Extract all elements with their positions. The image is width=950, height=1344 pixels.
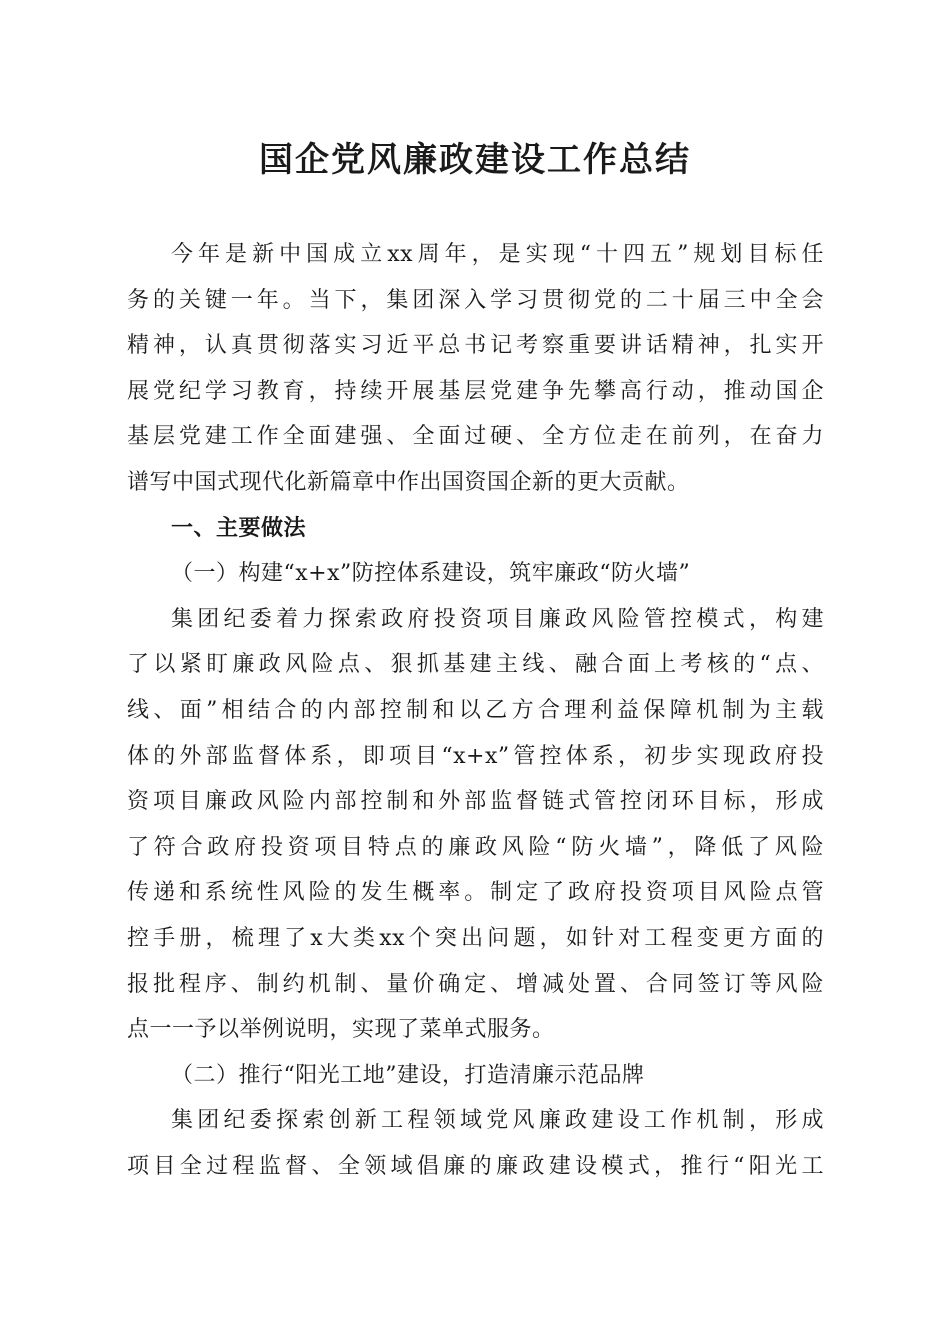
paragraph-line: 资项目廉政风险内部控制和外部监督链式管控闭环目标，形成 xyxy=(127,789,824,815)
paragraph-line: 了符合政府投资项目特点的廉政风险“防火墙”，降低了风险 xyxy=(127,834,824,860)
section-heading: 一、主要做法 xyxy=(171,514,307,541)
document-body xyxy=(127,232,824,1189)
paragraph-line: 谱写中国式现代化新篇章中作出国资国企新的更大贡献。 xyxy=(127,469,690,495)
paragraph-line: 项目全过程监督、全领域倡廉的廉政建设模式，推行“阳光工 xyxy=(127,1153,824,1179)
paragraph-line: 集团纪委探索创新工程领域党风廉政建设工作机制，形成 xyxy=(171,1108,824,1134)
document-title: 国企党风廉政建设工作总结 xyxy=(259,140,691,180)
paragraph-line: 线、面”相结合的内部控制和以乙方合理利益保障机制为主载 xyxy=(127,697,824,723)
paragraph-line: 展党纪学习教育，持续开展基层党建争先攀高行动，推动国企 xyxy=(127,378,824,404)
subsection-heading: （二）推行“阳光工地”建设，打造清廉示范品牌 xyxy=(171,1062,645,1088)
paragraph-line: 传递和系统性风险的发生概率。制定了政府投资项目风险点管 xyxy=(127,880,824,906)
paragraph-line: 点一一予以举例说明，实现了菜单式服务。 xyxy=(127,1017,555,1043)
paragraph-line: 务的关键一年。当下，集团深入学习贯彻党的二十届三中全会 xyxy=(127,287,824,313)
paragraph-line: 精神，认真贯彻落实习近平总书记考察重要讲话精神，扎实开 xyxy=(127,333,824,359)
paragraph-line: 报批程序、制约机制、量价确定、增减处置、合同签订等风险 xyxy=(127,971,824,997)
paragraph-line: 控手册，梳理了x大类xx个突出问题，如针对工程变更方面的 xyxy=(127,925,824,951)
paragraph-line: 基层党建工作全面建强、全面过硬、全方位走在前列，在奋力 xyxy=(127,424,824,450)
paragraph-line: 集团纪委着力探索政府投资项目廉政风险管控模式，构建 xyxy=(171,606,824,632)
paragraph-line: 今年是新中国成立xx周年，是实现“十四五”规划目标任 xyxy=(171,242,824,267)
paragraph-line: 体的外部监督体系，即项目“x+x”管控体系，初步实现政府投 xyxy=(127,743,824,769)
subsection-heading: （一）构建“x+x”防控体系建设，筑牢廉政“防火墙” xyxy=(171,561,691,587)
paragraph-line: 了以紧盯廉政风险点、狠抓基建主线、融合面上考核的“点、 xyxy=(127,652,824,678)
